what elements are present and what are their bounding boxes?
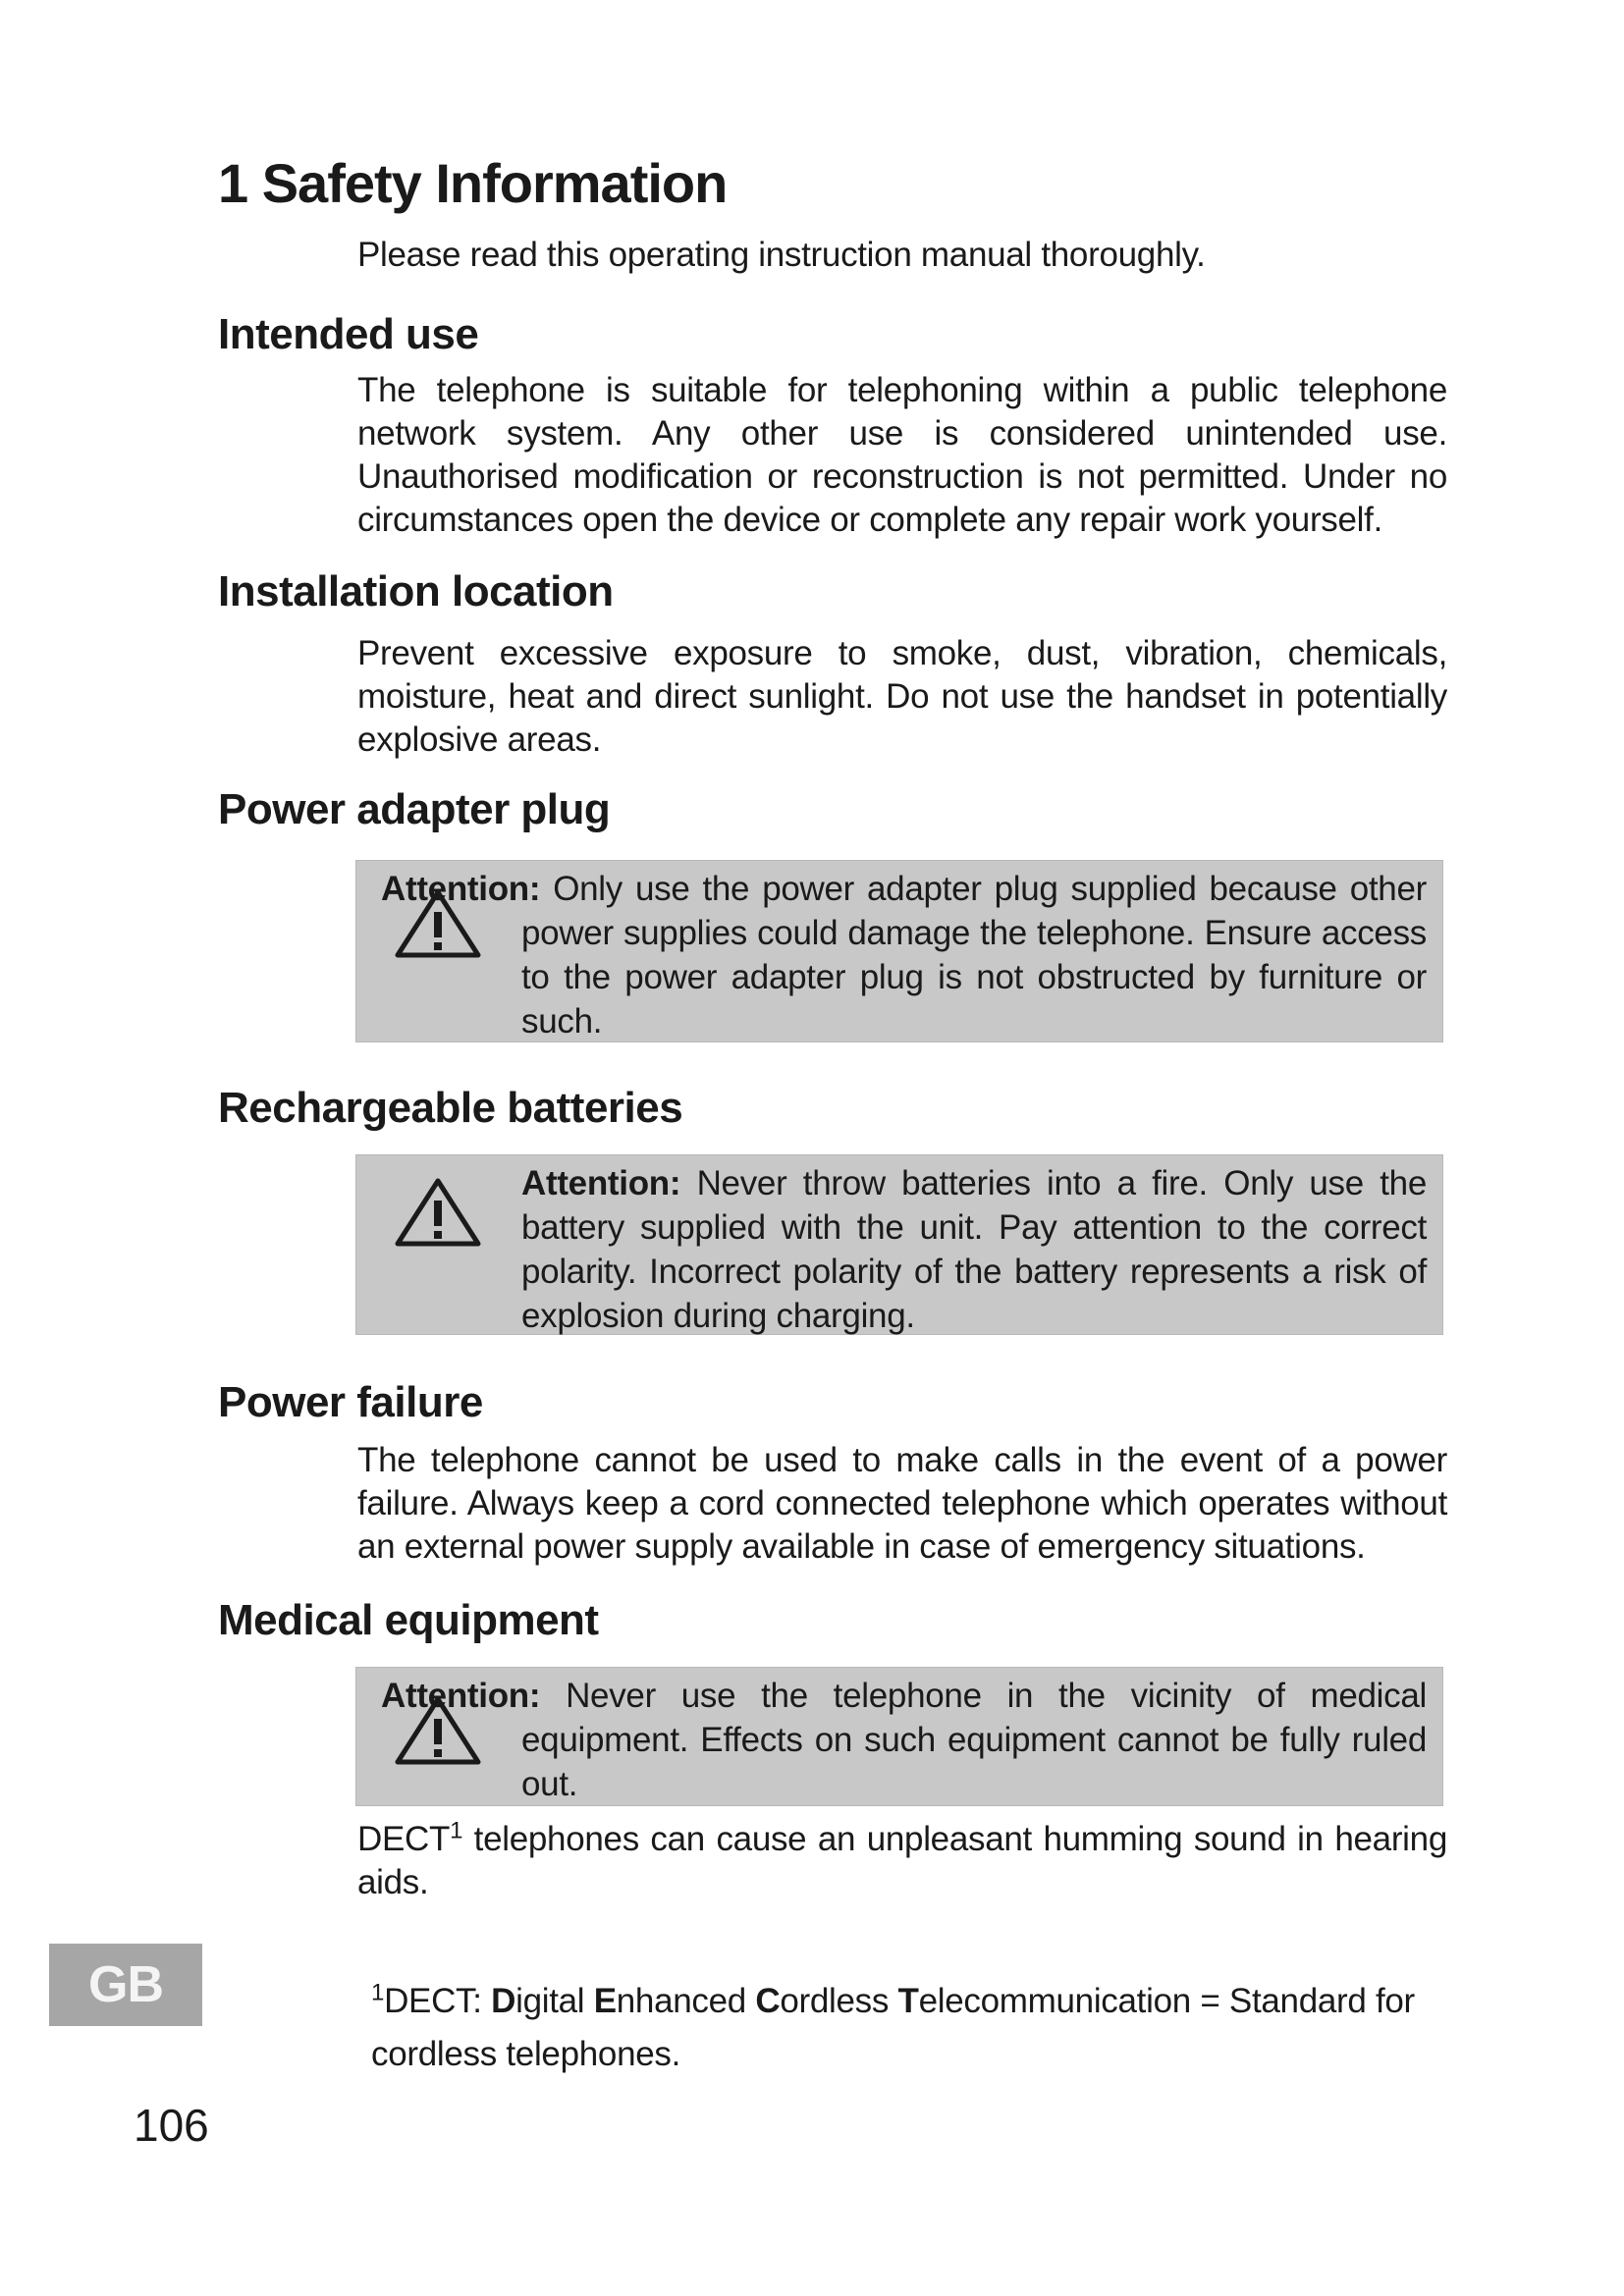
attention-label: Attention: [381, 1677, 541, 1715]
attention-box-power-adapter [355, 860, 1443, 1042]
intro-text: Please read this operating instruction manual thoroughly. [357, 236, 1206, 274]
footnote-prefix: DECT: [384, 1982, 492, 2020]
heading-power-adapter-plug: Power adapter plug [218, 785, 611, 833]
heading-intended-use: Intended use [218, 310, 479, 358]
dect-word: DECT [357, 1820, 451, 1858]
footnote-marker: 1 [371, 1979, 385, 2006]
attention-text-power-adapter [381, 867, 1427, 1043]
text-dect-hearing-aids [357, 1818, 1447, 1904]
footnote-letter-c: C [755, 1982, 781, 2020]
language-badge: GB [49, 1944, 202, 2026]
footnote-word-enhanced: nhanced [616, 1982, 756, 2020]
footnote-ref: 1 [450, 1817, 463, 1844]
text-installation-location: Prevent excessive exposure to smoke, dust, vibration, chemicals, moisture, heat and direct sunlight. Do not use the handset in potentially explosive areas. [357, 634, 1447, 759]
heading-rechargeable-batteries: Rechargeable batteries [218, 1084, 683, 1132]
page-title: 1 Safety Information [218, 152, 728, 214]
page-number: 106 [134, 2100, 209, 2151]
attention-label: Attention: [521, 1164, 681, 1202]
footnote-letter-e: E [593, 1982, 617, 2020]
attention-label: Attention: [381, 870, 541, 908]
footnote-letter-t: T [897, 1982, 919, 2020]
heading-power-failure: Power failure [218, 1378, 483, 1426]
footnote [371, 1975, 1432, 2081]
text-power-failure: The telephone cannot be used to make calls in the event of a power failure. Always keep a cord connected telephone which operates without an external power supply available in case of emergency situations. [357, 1441, 1447, 1566]
warning-triangle-icon [394, 1177, 482, 1248]
footnote-word-telecommunication: elecommunication [918, 1982, 1191, 2020]
attention-text-batteries [521, 1161, 1427, 1338]
attention-text-medical [381, 1674, 1427, 1806]
heading-medical-equipment: Medical equipment [218, 1596, 599, 1644]
footnote-word-digital: igital [515, 1982, 594, 2020]
attention-message: Only use the power adapter plug supplied because other power supplies could damage the telephone. Ensure access to the power adapter plug is not obstructed by furniture or such. [521, 870, 1427, 1041]
attention-box-batteries [355, 1154, 1443, 1335]
heading-installation-location: Installation location [218, 567, 614, 615]
dect-sentence: telephones can cause an unpleasant humming sound in hearing aids. [357, 1820, 1447, 1901]
footnote-suffix: = Standard for cordless telephones. [371, 1982, 1415, 2073]
text-intended-use: The telephone is suitable for telephoning within a public telephone network system. Any other use is considered unintended use. Unauthorised modification or reconstruction is not permitted. Under no circumstances open the device or complete any repair work yourself. [357, 371, 1447, 539]
attention-message: Never use the telephone in the vicinity of medical equipment. Effects on such equipment cannot be fully ruled out. [521, 1677, 1427, 1803]
attention-box-medical [355, 1667, 1443, 1806]
footnote-letter-d: D [491, 1982, 516, 2020]
attention-message: Never throw batteries into a fire. Only use the battery supplied with the unit. Pay attention to the correct polarity. Incorrect polarity of the battery represents a risk of explosion during charging. [521, 1164, 1427, 1335]
footnote-word-cordless: ordless [780, 1982, 898, 2020]
